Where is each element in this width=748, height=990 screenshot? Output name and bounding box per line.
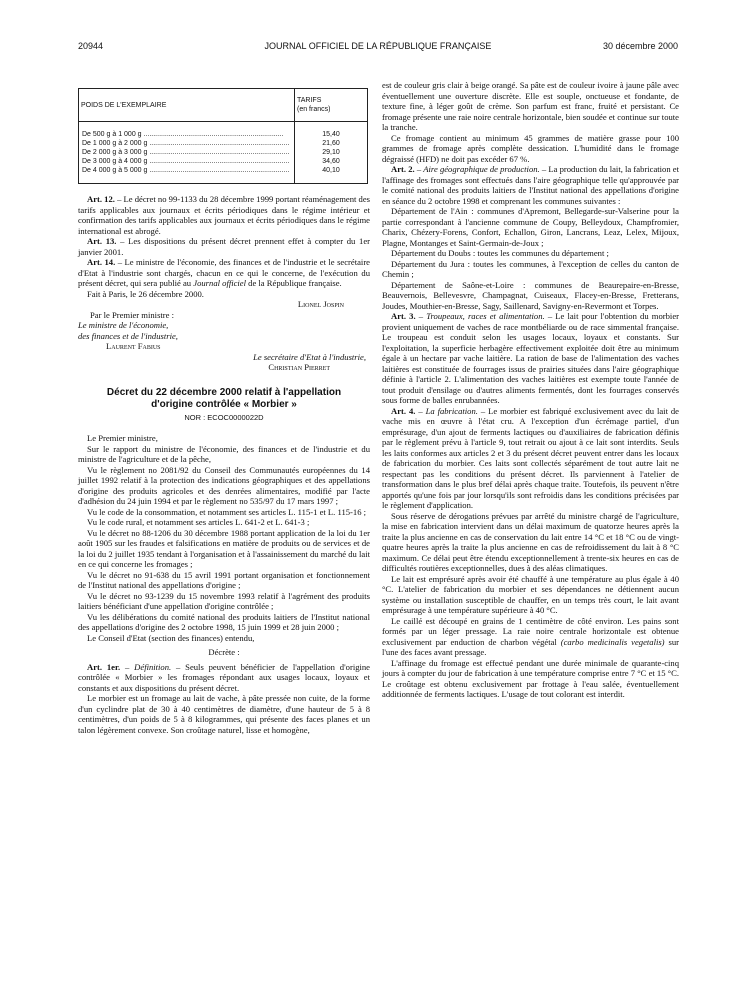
- paragraph-renneting: Le lait est emprésuré après avoir été chauffé à une température au plus égale à 40 °C. L'atelier de fabrication du morbier et ses dépendances ne détiennent aucun système ou installation susceptible de chauffer, en un temps très court, le lait avant emprésurage à une température supérieure à 40 °C.: [382, 573, 679, 615]
- row-weight: De 2 000 g à 3 000 g ........................................................................: [79, 148, 295, 157]
- decree-title: Décret du 22 décembre 2000 relatif à l'appellation d'origine contrôlée « Morbier »: [106, 386, 342, 410]
- row-weight: De 4 000 g à 5 000 g ........................................................................: [79, 166, 295, 184]
- table-row: [79, 166, 368, 184]
- article-4: Art. 4. – La fabrication. – Le morbier est fabriqué exclusivement avec du lait de vache mis en œuvre à l'état cru. A l'exception d'un écrémage partiel, d'un emprésurage, d'un ajout de ferments lactiques ou d'auxiliaires de fabrication définis par le règlement prévu à l'article 9, tout retrait ou ajout à ce lait sont interdits. Seuls les laits conformes aux articles 2 et 3 du présent décret peuvent entrer dans les locaux de fabrication du morbier. Ces laits sont collectés séparément de tout autre lait ne respectant pas les conditions du présent décret. Ils parviennent à l'atelier de transformation dans le plus bref délai après chaque traite. Toutefois, ils peuvent n'être apportés qu'une fois par jour lorsqu'ils sont refroidis dans les conditions précisées par le règlement d'application.: [382, 405, 679, 510]
- visa-3: Vu le code de la consommation, et notamment ses articles L. 115-1 et L. 115-16 ;: [87, 506, 367, 517]
- article-2: Art. 2. – Aire géographique de production. – La production du lait, la fabrication et l'affinage des fromages sont effectués dans l'aire géographique telle qu'approuvée par le comité national des produits laitiers de l'Institut national des appellations d'origine en séance du 2 octobre 1998 et comprenant les communes suivantes :: [382, 164, 679, 206]
- right-column: [382, 80, 679, 700]
- minister-name: Laurent Fabius: [106, 341, 161, 351]
- by-prime-minister: Par le Premier ministre :: [90, 309, 175, 320]
- page-header: [78, 41, 678, 55]
- paragraph-curd: Le caillé est découpé en grains de 1 centimètre de côté environ. Les pains sont formés par un léger pressage. La raie noire centrale horizontale est obtenue exclusivement par enduction de charbon végétal (carbo medicinalis vegetalis) sur l'une des faces avant pressage.: [382, 615, 680, 657]
- article-12: Art. 12. – Le décret no 99-1133 du 28 décembre 1999 portant réaménagement des tarifs applicables aux journaux et écrits périodiques dans le régime intérieur et confirmation des tarifs applicables aux journaux et écrits périodiques dans le régime international est abrogé.: [78, 194, 371, 236]
- row-tariff: 21,60: [295, 139, 368, 148]
- journal-title: JOURNAL OFFICIEL DE LA RÉPUBLIQUE FRANÇAISE: [264, 41, 492, 51]
- paragraph-derogations: Sous réserve de dérogations prévues par arrêté du ministre chargé de l'agriculture, la mise en fabrication intervient dans un délai maximum de quatorze heures après la traite la plus ancienne en cas de conservation du lait entre 14 °C et 18 °C ou de vingt-quatre heures après la traite la plus ancienne en cas de refroidissement du lait à 8 °C maximum. Ce délai peut être étendu exceptionnellement à trente-six heures en cas de difficultés routières exceptionnelles, dues à des aléas climatiques.: [382, 510, 679, 573]
- department-jura: Département du Jura : toutes les communes, à l'exception de celles du canton de Chemin ;: [382, 258, 679, 279]
- department-doubs: Département du Doubs : toutes les communes du département ;: [391, 248, 609, 258]
- article-1-paragraph-2: Le morbier est un fromage au lait de vache, à pâte pressée non cuite, de la forme d'un cyclindre plat de 30 à 40 centimètres de diamètre, d'une hauteur de 5 à 8 centimètres, d'un poids de 5 à 8 kilogrammes, qui présente des faces planes et un talon légèrement convexe. Son croûtage naturel, lisse et homogène,: [78, 693, 370, 735]
- minister-title-2: des finances et de l'industrie,: [78, 330, 178, 341]
- left-column: [78, 88, 370, 735]
- paragraph-fat-content: Ce fromage contient au minimum 45 grammes de matière grasse pour 100 grammes de fromage après complète dessication. L'humidité dans le fromage dégraissé (HFD) ne doit pas excéder 67 %.: [382, 132, 679, 164]
- visa-5: Vu le décret no 88-1206 du 30 décembre 1988 portant application de la loi du 1er août 1905 sur les fraudes et falsifications en matière de produits ou de services et de la loi du 2 juillet 1935 tendant à l'organisation et à l'assainissement du marché du lait en ce qui concerne les fromages ;: [78, 527, 370, 569]
- decrete-heading: Décrète :: [208, 647, 240, 657]
- visa-7: Vu le décret no 93-1239 du 15 novembre 1993 relatif à l'agrément des produits laitiers bénéficiant d'une appellation d'origine contrôlée ;: [78, 590, 370, 611]
- article-13: Art. 13. – Les dispositions du présent décret prennent effet à compter du 1er janvier 2001.: [78, 236, 371, 257]
- row-tariff: 29,10: [295, 148, 368, 157]
- row-tariff: 34,60: [295, 157, 368, 166]
- table-row: [79, 157, 368, 166]
- visa-4: Vu le code rural, et notamment ses articles L. 641-2 et L. 641-3 ;: [87, 517, 310, 527]
- paragraph-description: est de couleur gris clair à beige orangé. Sa pâte est de couleur ivoire à jaune pâle avec éventuellement une ouverture discrète. Elle est souple, onctueuse et fondante, de texture fine, à léger goût de crème. Son parfum est franc, fruité et persistant. Ce fromage présente une raie noire centrale horizontale, bien soudée et continue sur toute la tranche.: [382, 80, 679, 132]
- row-weight: De 1 000 g à 2 000 g ........................................................................: [79, 139, 295, 148]
- secretary-title: Le secrétaire d'Etat à l'industrie,: [253, 351, 366, 362]
- table-row: [79, 122, 368, 140]
- department-ain: Département de l'Ain : communes d'Apremont, Bellegarde-sur-Valserine pour la partie correspondant à l'ancienne commune de Coupy, Belleydoux, Champfromier, Charix, Chézery-Forens, Confort, Echallon, Giron, Lancrans, Leaz, Lelex, Mijoux, Plagne, Montanges et Saint-Germain-de-Joux ;: [382, 206, 679, 248]
- table-header-weight: POIDS DE L'EXEMPLAIRE: [79, 89, 295, 122]
- visa-1: Sur le rapport du ministre de l'économie, des finances et de l'industrie et du ministre de l'agriculture et de la pêche,: [78, 443, 370, 464]
- row-tariff: 15,40: [295, 122, 368, 140]
- row-weight: De 500 g à 1 000 g ........................................................................: [79, 122, 295, 140]
- secretary-name: Christian Pierret: [268, 362, 330, 372]
- article-14: Art. 14. – Le ministre de l'économie, des finances et de l'industrie et le secrétaire d'Etat à l'industrie sont chargés, chacun en ce qui le concerne, de l'exécution du présent décret, qui sera publié au Journal officiel de la République française.: [78, 257, 370, 288]
- tariff-table: [78, 88, 368, 184]
- table-header-tariffs: TARIFS (en francs): [295, 89, 368, 122]
- table-row: [79, 139, 368, 148]
- visa-2: Vu le règlement no 2081/92 du Conseil des Communautés européennes du 14 juillet 1992 relatif à la protection des indications géographiques et des appellations d'origine des produits agricoles et des denrées alimentaires, modifié par l'acte d'adhésion du 24 juin 1994 et par le règlement no 535/97 du 17 mars 1997 ;: [78, 464, 370, 506]
- visa-8: Vu les délibérations du comité national des produits laitiers de l'Institut national des appellations d'origine des 2 octobre 1998, 15 juin 1999 et 28 juin 2000 ;: [78, 611, 370, 632]
- paragraph-ripening: L'affinage du fromage est effectué pendant une durée minimale de quarante-cinq jours à compter du jour de fabrication à une température comprise entre 7 °C et 15 °C. Le croûtage est obtenu exclusivement par frottage à l'eau salée, éventuellement additionnée de ferments lactiques. L'usage de tout colorant est interdit.: [382, 657, 679, 699]
- table-row: [79, 148, 368, 157]
- signature-prime-minister: Lionel Jospin: [297, 299, 344, 309]
- minister-title-1: Le ministre de l'économie,: [78, 320, 169, 330]
- issue-date: 30 décembre 2000: [602, 41, 678, 51]
- article-1: Art. 1er. – Définition. – Seuls peuvent bénéficier de l'appellation d'origine contrôlée « Morbier » les fromages répondant aux usages locaux, loyaux et constants et aux dispositions du présent décret.: [78, 661, 370, 693]
- article-3: Art. 3. – Troupeaux, races et alimentation. – Le lait pour l'obtention du morbier provient uniquement de vaches de race montbéliarde ou de race simmental française. Le troupeau est conduit selon les usages locaux, loyaux et constants. Sur l'exploitation, la superficie herbagère effectivement exploitée doit être au minimum égale à un hectare par vache laitière. La ration de base de l'alimentation des vaches laitières est constituée de fourrages issus de prairies situées dans l'aire géographique définie à l'article 2. L'alimentation des vaches laitières est exempte toute l'année de tout produit d'ensilage ou d'autres aliments fermentés, dont les fourrages conservés sous forme de balles enrubannées.: [382, 311, 679, 405]
- department-saone-et-loire: Département de Saône-et-Loire : communes de Beaurepaire-en-Bresse, Beauvernois, Bellevesvre, Champagnat, Cuiseaux, Flacey-en-Bresse, Fretterans, Joudes, Mouthier-en-Bresse, Sagy, Saillenard, Savigny-en-Revermont et Torpes.: [382, 279, 679, 311]
- signature-place-date: Fait à Paris, le 26 décembre 2000.: [87, 288, 204, 299]
- visa-6: Vu le décret no 91-638 du 15 avril 1991 portant organisation et fonctionnement de l'Institut national des appellations d'origine ;: [78, 569, 370, 590]
- page-number: 20944: [78, 41, 104, 51]
- nor-reference: NOR : ECOC0000022D: [184, 412, 264, 422]
- visa-9: Le Conseil d'Etat (section des finances) entendu,: [87, 632, 255, 643]
- row-weight: De 3 000 g à 4 000 g ........................................................................: [79, 157, 295, 166]
- row-tariff: 40,10: [295, 166, 368, 184]
- prime-minister-line: Le Premier ministre,: [87, 433, 158, 443]
